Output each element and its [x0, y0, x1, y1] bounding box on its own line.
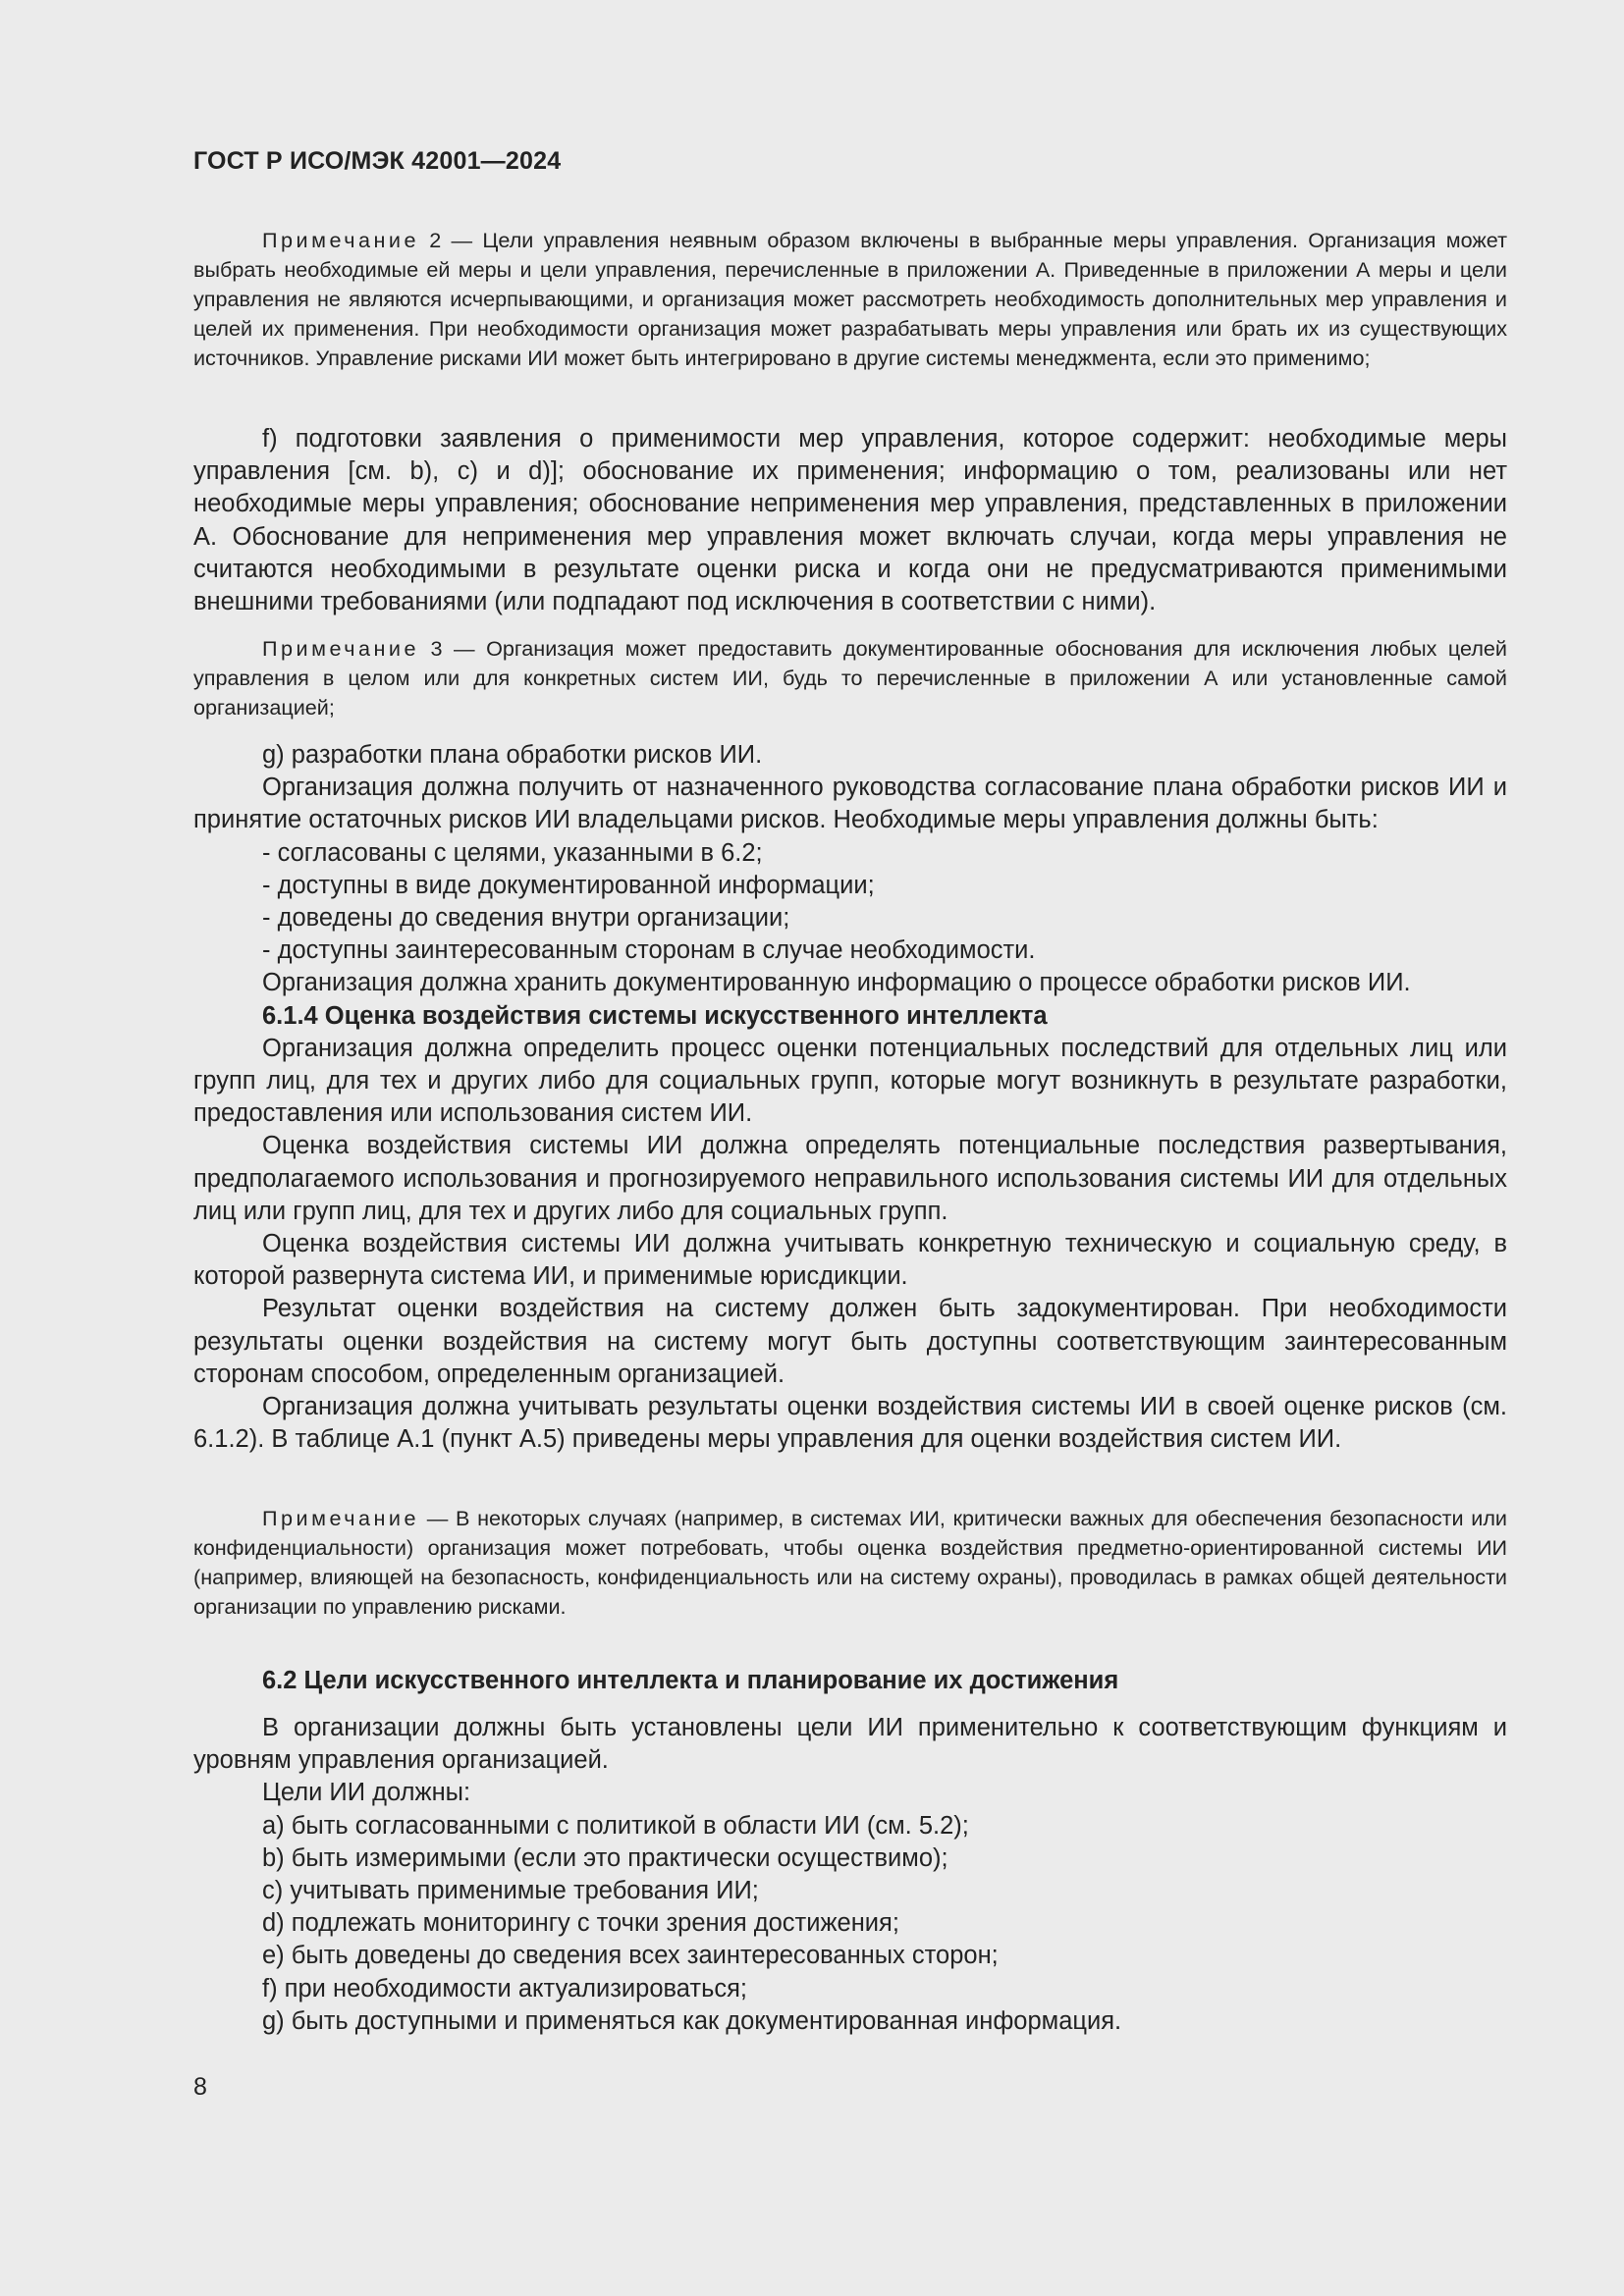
impact-paragraph: Оценка воздействия системы ИИ должна определять потенциальные последствия развертывания, предполагаемого использования и прогнозируемого неправильного использования системы ИИ для отдельных лиц или групп лиц, для тех и других либо для социальных групп. — [193, 1132, 1507, 1225]
note-final — [193, 1504, 1507, 1622]
standard-header: ГОСТ Р ИСО/МЭК 42001—2024 — [193, 147, 562, 175]
dash-list-item: - доступны в виде документированной информации; — [262, 871, 875, 899]
note-text: 3 — Организация может предоставить документированные обоснования для исключения любых целей управления в целом или для конкретных систем ИИ, будь то перечисленные в приложении А или установленные самой организацией; — [193, 636, 1507, 720]
objective-item: b) быть измеримыми (если это практически осуществимо); — [262, 1843, 948, 1872]
section-intro: В организации должны быть установлены цели ИИ применительно к соответствующим функциям и уровням управления организацией. — [193, 1714, 1507, 1775]
objective-item: e) быть доведены до сведения всех заинтересованных сторон; — [262, 1942, 999, 1970]
objective-item: d) подлежать мониторингу с точки зрения достижения; — [262, 1909, 899, 1938]
approval-paragraph: Организация должна получить от назначенного руководства согласование плана обработки рисков ИИ и принятие остаточных рисков ИИ владельцами рисков. Необходимые меры управления должны быть: — [193, 774, 1507, 834]
impact-paragraph: Организация должна определить процесс оценки потенциальных последствий для отдельных лиц или групп лиц, для тех и других либо для социальных групп, которые могут возникнуть в результате разработки, предоставления или использования систем ИИ. — [193, 1034, 1507, 1128]
objective-item: c) учитывать применимые требования ИИ; — [262, 1877, 759, 1905]
impact-paragraph: Оценка воздействия системы ИИ должна учитывать конкретную техническую и социальную среду, в которой развернута система ИИ, и применимые юрисдикции. — [193, 1230, 1507, 1291]
note-label: Примечание — [262, 1506, 419, 1530]
list-item-g: g) разработки плана обработки рисков ИИ. — [262, 741, 763, 769]
note-3 — [193, 634, 1507, 722]
risk-treatment-block — [193, 739, 1507, 1456]
dash-list-item: - доведены до сведения внутри организации; — [262, 904, 790, 933]
note-label: Примечание — [262, 636, 419, 661]
retain-paragraph: Организация должна хранить документированную информацию о процессе обработки рисков ИИ. — [262, 969, 1411, 997]
subsection-heading-6-1-4: 6.1.4 Оценка воздействия системы искусственного интеллекта — [262, 1001, 1048, 1030]
dash-list-item: - согласованы с целями, указанными в 6.2; — [262, 838, 763, 867]
section-heading-6-2: 6.2 Цели искусственного интеллекта и планирование их достижения — [262, 1667, 1119, 1694]
note-2 — [193, 226, 1507, 373]
impact-paragraph: Организация должна учитывать результаты оценки воздействия системы ИИ в своей оценке рисков (см. 6.1.2). В таблице А.1 (пункт А.5) приведены меры управления для оценки воздействия систем ИИ. — [193, 1393, 1507, 1454]
note-text: 2 — Цели управления неявным образом включены в выбранные меры управления. Организация может выбрать необходимые ей меры и цели управления, перечисленные в приложении А. Приведенные в приложении А меры и цели управления не являются исчерпывающими, и организация может рассмотреть необходимость дополнительных мер управления и целей их применения. При необходимости организация может разрабатывать меры управления или брать их из существующих источников. Управление рисками ИИ может быть интегрировано в другие системы менеджмента, если это применимо; — [193, 228, 1507, 370]
objective-item: g) быть доступными и применяться как документированная информация. — [262, 2006, 1122, 2035]
section-lead: Цели ИИ должны: — [262, 1779, 471, 1807]
list-item-f: f) подготовки заявления о применимости мер управления, которое содержит: необходимые меры управления [см. b), c) и d)]; обоснование их применения; информацию о том, реализованы или нет необходимые меры управления; обоснование неприменения мер управления, представленных в приложении А. Обоснование для неприменения мер управления может включать случаи, когда меры управления не считаются необходимыми в результате оценки риска и когда они не предусматриваются применимыми внешними требованиями (или подпадают под исключения в соответствии с ними). — [193, 425, 1507, 616]
objective-item: a) быть согласованными с политикой в области ИИ (см. 5.2); — [262, 1811, 969, 1840]
note-label: Примечание — [262, 228, 419, 252]
impact-paragraph: Результат оценки воздействия на систему должен быть задокументирован. При необходимости результаты оценки воздействия на систему могут быть доступны соответствующим заинтересованным сторонам способом, определенным организацией. — [193, 1295, 1507, 1388]
note-text: — В некоторых случаях (например, в системах ИИ, критически важных для обеспечения безопасности или конфиденциальности) организация может потребовать, чтобы оценка воздействия предметно-ориентированной системы ИИ (например, влияющей на безопасность, конфиденциальность или на систему охраны), проводилась в рамках общей деятельности организации по управлению рисками. — [193, 1506, 1507, 1619]
dash-list-item: - доступны заинтересованным сторонам в случае необходимости. — [262, 936, 1036, 965]
section-6-2-body — [193, 1712, 1507, 2038]
objective-item: f) при необходимости актуализироваться; — [262, 1974, 748, 2002]
page-number: 8 — [193, 2073, 207, 2101]
